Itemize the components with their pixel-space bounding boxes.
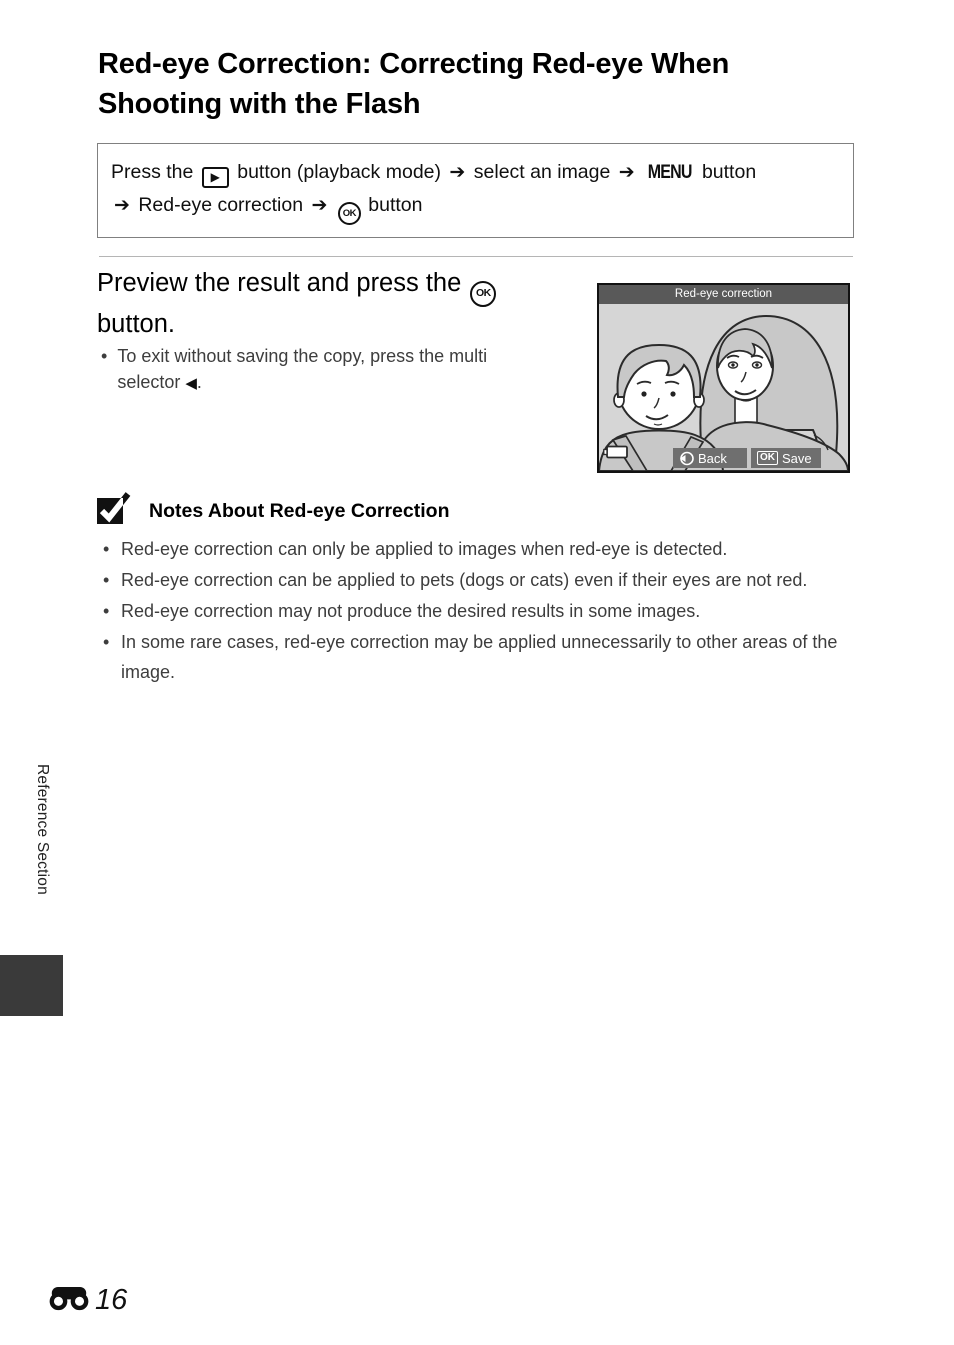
playback-button-icon [202, 167, 229, 188]
list-item: • Red-eye correction can only be applied to images when red-eye is detected. [101, 534, 851, 564]
procedure-box [97, 143, 854, 238]
camera-screen-illustration [597, 283, 850, 473]
reference-section-icon [47, 1284, 91, 1316]
step-heading-text: button. [97, 309, 175, 338]
bullet-text-pre: To exit without saving the copy, press the multi selector [117, 346, 488, 392]
ok-button-icon: OK [338, 202, 361, 225]
multi-selector-left-icon [185, 372, 197, 392]
note-check-icon [97, 492, 131, 524]
ok-button-icon: OK [470, 281, 496, 307]
ok-badge: OK [757, 451, 778, 465]
step-arrow-icon [449, 162, 465, 183]
screen-title: Red-eye correction [599, 285, 848, 304]
step-arrow-icon [619, 162, 635, 183]
proc-text: button [368, 194, 423, 216]
step-arrow-icon [312, 195, 328, 216]
back-button [673, 448, 747, 468]
step-bullet [101, 343, 546, 397]
proc-text: Press the [111, 161, 194, 183]
procedure-line-2 [111, 189, 843, 225]
page-footer [47, 1284, 127, 1316]
sidebar-section-label: Reference Section [34, 764, 51, 895]
people-illustration [599, 304, 848, 471]
back-label: Back [698, 450, 727, 466]
procedure-line-1 [111, 156, 843, 189]
step-bullet-text [117, 343, 546, 397]
notes-list [101, 534, 851, 688]
list-item: • Red-eye correction can be applied to pets (dogs or cats) even if their eyes are not red. [101, 565, 851, 595]
battery-icon [603, 445, 629, 465]
page-number: 16 [95, 1284, 128, 1316]
list-item: • Red-eye correction may not produce the desired results in some images. [101, 596, 851, 626]
step-heading [97, 266, 559, 342]
notes-heading: Notes About Red-eye Correction [149, 500, 450, 522]
list-item: • In some rare cases, red-eye correction may be applied unnecessarily to other areas of the image. [101, 627, 851, 687]
proc-text: button (playback mode) [237, 161, 441, 183]
step-arrow-icon [114, 195, 130, 216]
proc-text: button [701, 161, 757, 183]
section-divider [99, 256, 853, 257]
page-title: Red-eye Correction: Correcting Red-eye When Shooting with the Flash [98, 48, 730, 120]
proc-text: Red-eye correction [138, 194, 304, 216]
section-tab [0, 955, 63, 1016]
multi-selector-icon [679, 451, 694, 466]
bullet-text-post: . [196, 372, 202, 392]
menu-button-icon: MENU [647, 161, 692, 183]
save-button [751, 448, 821, 468]
save-label: Save [782, 450, 812, 466]
proc-text: select an image [473, 161, 611, 183]
bullet [101, 343, 107, 397]
step-heading-text: Preview the result and press the [97, 269, 462, 297]
